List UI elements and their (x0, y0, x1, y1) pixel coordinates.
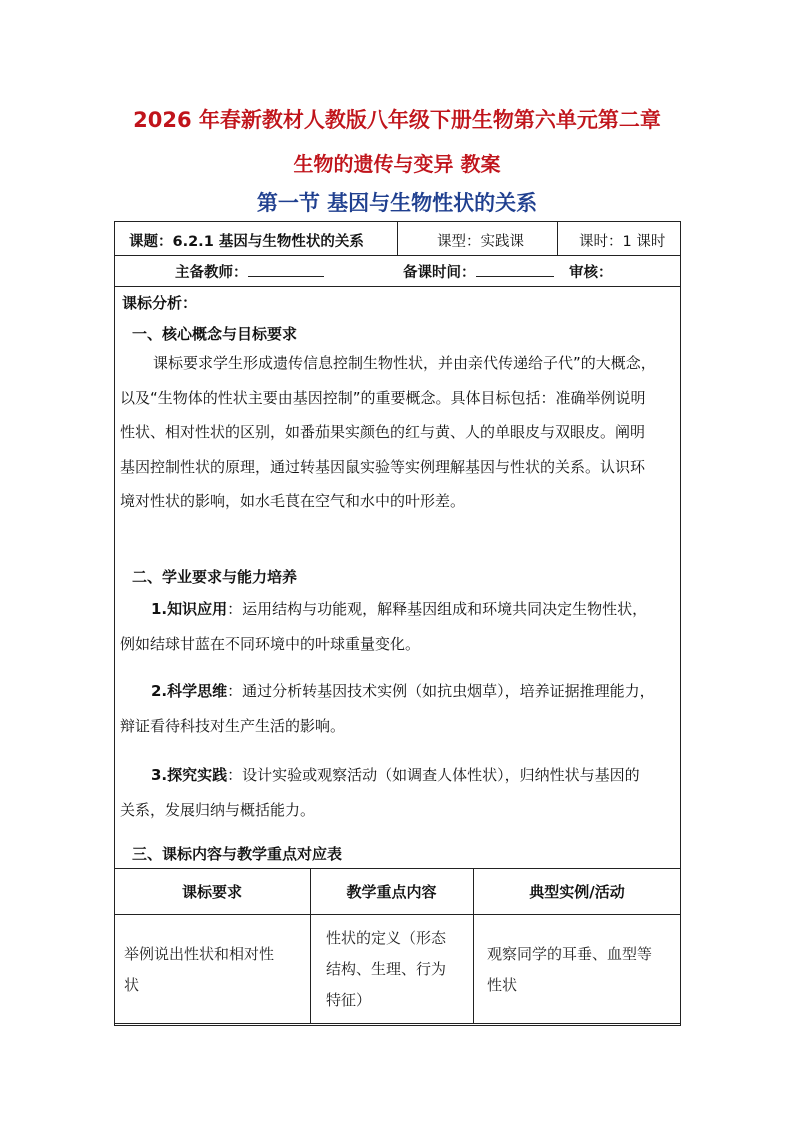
row1-example-activity (487, 939, 677, 1001)
column-divider (397, 222, 398, 255)
column-divider (557, 222, 558, 255)
prep-time-label: 备课时间： (403, 265, 476, 281)
paragraph-line: 以及“生物体的性状主要由基因控制”的重要概念。具体目标包括：准确举例说明 (120, 388, 646, 407)
header-requirement: 课标要求 (181, 883, 242, 901)
section1-paragraph (120, 346, 675, 519)
paragraph-line: 课标要求学生形成遗传信息控制生物性状，并由亲代传递给子代”的大概念， (153, 354, 656, 372)
item1-paragraph (120, 592, 675, 661)
paragraph-line: 境对性状的影响，如水毛茛在空气和水中的叶形差。 (120, 492, 466, 510)
analysis-heading: 课标分析： (122, 294, 198, 312)
header-example-activity: 典型实例/活动 (529, 883, 625, 901)
row-divider (115, 286, 680, 287)
topic-cell: 课题：6.2.1 基因与生物性状的关系 (129, 234, 364, 250)
item3-paragraph (120, 758, 675, 827)
prep-time-field (403, 261, 554, 282)
item1-text-line2: 例如结球甘蓝在不同环境中的叶球重量变化。 (120, 634, 421, 653)
cell-line: 状 (124, 976, 140, 994)
item1-label: 1.知识应用 (151, 600, 228, 618)
cell-line: 性状的定义（形态 (326, 929, 447, 947)
mapping-table (114, 868, 681, 1024)
paragraph-line: 基因控制性状的原理，通过转基因鼠实验等实例理解基因与性状的关系。认识环 (120, 457, 646, 476)
lesson-type-cell: 课型：实践课 (437, 234, 524, 250)
cell-line: 结构、生理、行为 (326, 960, 447, 978)
section1-title: 一、核心概念与目标要求 (132, 325, 298, 343)
item1-text: ：运用结构与功能观，解释基因组成和环境共同决定生物性状， (227, 600, 648, 618)
cell-line: 举例说出性状和相对性 (124, 945, 275, 963)
header-key-content: 教学重点内容 (346, 883, 437, 901)
item3-text: ：设计实验或观察活动（如调查人体性状），归纳性状与基因的 (227, 766, 640, 784)
row1-requirement (124, 939, 304, 1001)
item2-text-line2: 辩证看待科技对生产生活的影响。 (120, 716, 346, 735)
row1-key-content (326, 923, 471, 1016)
header-row-divider (114, 914, 681, 915)
cell-line: 特征） (326, 991, 372, 1009)
lesson-hours-cell: 课时：1 课时 (579, 234, 666, 250)
lead-teacher-field (175, 261, 324, 282)
section2-title: 二、学业要求与能力培养 (132, 568, 298, 586)
item3-label: 3.探究实践 (151, 766, 228, 784)
document-title-line1: 2026 年春新教材人教版八年级下册生物第六单元第二章 (133, 108, 661, 132)
document-title-line2: 生物的遗传与变异 教案 (293, 152, 501, 176)
cell-line: 性状 (487, 976, 518, 994)
item2-text: ：通过分析转基因技术实例（如抗虫烟草），培养证据推理能力， (227, 682, 655, 700)
item2-paragraph (120, 674, 675, 743)
lead-teacher-label: 主备教师： (175, 265, 248, 281)
item3-text-line2: 关系，发展归纳与概括能力。 (120, 800, 316, 819)
section-title: 第一节 基因与生物性状的关系 (256, 191, 538, 215)
item2-label: 2.科学思维 (151, 682, 228, 700)
review-label: 审核： (569, 265, 613, 281)
section3-title: 三、课标内容与教学重点对应表 (132, 845, 343, 863)
row-divider (115, 255, 680, 256)
lead-teacher-blank (248, 262, 324, 277)
cell-line: 观察同学的耳垂、血型等 (487, 945, 653, 963)
prep-time-blank (476, 262, 554, 277)
paragraph-line: 性状、相对性状的区别，如番茄果实颜色的红与黄、人的单眼皮与双眼皮。阐明 (120, 423, 646, 441)
